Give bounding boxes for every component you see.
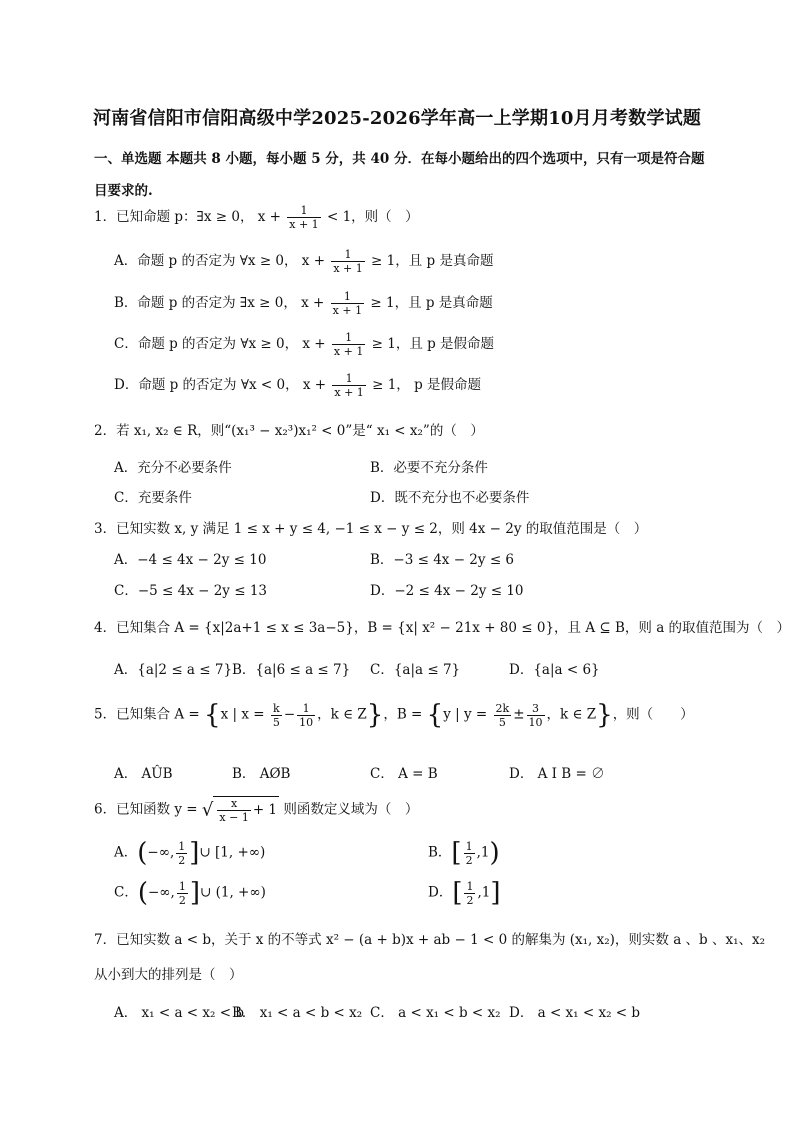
q6-stem-pre: 6．已知函数 y =	[94, 801, 198, 818]
q6-c-pre: −∞,	[148, 884, 175, 901]
q5-option-a: A． AÛB	[114, 766, 173, 782]
q6-a-half	[176, 840, 187, 867]
q6-d-bracket-open: [	[452, 878, 463, 908]
question-4-stem: 4．已知集合 A = {x|2a+1 ≤ x ≤ 3a−5}，B = {x| x² − 21x + 80 ≤ 0}，且 A ⊆ B，则 a 的取值范围为（ ）	[94, 620, 791, 636]
q1-stem-pre: 1．已知命题 p：∃x ≥ 0， x +	[94, 209, 281, 225]
q1-c-frac-num: 1	[345, 331, 353, 344]
q5-setb-pre: y | y =	[443, 706, 488, 723]
q6-b-half	[464, 840, 475, 867]
q6-b-half-den: 2	[465, 853, 473, 867]
q3-option-a: A．−4 ≤ 4x − 2y ≤ 10	[114, 552, 267, 568]
q7-option-a: A． x₁ < a < x₂ < b	[114, 1005, 244, 1021]
q5-five: 5	[272, 715, 280, 729]
q5-stem-c: ，则（ ）	[612, 706, 694, 723]
q5-three: 3	[532, 701, 539, 715]
q6-c-post: ∪ (1, +∞)	[200, 884, 266, 901]
q5-k: k	[273, 701, 280, 715]
q6-d-bracket-close: ]	[490, 878, 501, 908]
question-7-stem-line1: 7．已知实数 a < b，关于 x 的不等式 x² − (a + b)x + ab − 1 < 0 的解集为 (x₁, x₂)，则实数 a 、b 、x₁、x₂	[94, 932, 766, 948]
q6-b-label: B．	[428, 844, 452, 861]
q6-b-half-num: 1	[465, 839, 473, 853]
q6-stem-post: 则函数定义域为（ ）	[283, 801, 419, 818]
q2-option-a: A．充分不必要条件	[114, 460, 232, 476]
q1-option-a	[114, 248, 493, 275]
q6-option-b	[428, 838, 500, 868]
q5-five-b: 5	[494, 715, 512, 729]
q2-option-b: B．必要不充分条件	[370, 460, 488, 476]
q6-d-half-num: 1	[466, 879, 474, 893]
q6-a-label: A．	[114, 844, 138, 861]
q1-d-fraction	[332, 372, 365, 399]
q6-sqrt-body	[213, 796, 279, 824]
q5-stem-a: 5．已知集合 A =	[94, 706, 200, 723]
q6-d-half-den: 2	[466, 893, 474, 907]
q4-option-b: B．{a|6 ≤ a ≤ 7}	[232, 662, 351, 678]
q1-b-frac-num: 1	[343, 290, 351, 303]
q5-stem-b: ，B =	[383, 706, 423, 723]
q1-option-d	[114, 372, 481, 399]
q1-d-frac-num: 1	[345, 372, 353, 385]
q1-d-post: ≥ 1， p 是假命题	[372, 377, 482, 393]
q6-option-a	[114, 838, 265, 868]
q1-a-frac-den: x + 1	[333, 262, 363, 275]
q6-c-paren-open: (	[137, 878, 148, 908]
q6-b-bracket-open: [	[451, 838, 462, 868]
q1-c-frac-den: x + 1	[333, 345, 364, 358]
q1-b-fraction	[331, 290, 364, 317]
q5-frac-k5	[271, 702, 282, 729]
q6-d-post: ,1	[477, 884, 491, 901]
q6-a-half-num: 1	[178, 839, 186, 853]
q6-x: x	[231, 797, 238, 810]
q1-frac-num: 1	[300, 204, 308, 217]
q1-a-frac-num: 1	[344, 248, 352, 261]
q7-option-c: C． a < x₁ < b < x₂	[370, 1005, 501, 1021]
q6-a-bracket-close: ]	[189, 838, 200, 868]
q3-option-c: C．−5 ≤ 4x − 2y ≤ 13	[114, 583, 268, 599]
q2-option-d: D．既不充分也不必要条件	[370, 490, 530, 506]
q5-seta-post: ，k ∈ Z	[317, 706, 367, 723]
q1-c-pre: C．命题 p 的否定为 ∀x ≥ 0， x +	[114, 336, 326, 352]
q6-c-label: C．	[114, 884, 138, 901]
q5-brace-open-b: {	[426, 700, 444, 730]
q1-fraction	[287, 204, 320, 231]
q7-option-b: B． x₁ < a < b < x₂	[232, 1005, 363, 1021]
q5-setb-post: ，k ∈ Z	[546, 706, 597, 723]
q5-twok: 2k	[495, 701, 510, 715]
q5-frac-3-10	[527, 702, 545, 729]
q1-b-frac-den: x + 1	[332, 304, 363, 317]
q1-c-fraction	[332, 331, 365, 358]
q6-b-post: ,1	[476, 844, 490, 861]
q6-a-pre: −∞,	[147, 844, 175, 861]
question-2-stem: 2．若 x₁, x₂ ∈ R，则“(x₁³ − x₂³)x₁² < 0”是“ x₁ < x₂”的（ ）	[94, 423, 484, 439]
q6-b-paren-close: )	[489, 838, 500, 868]
q6-a-paren-open: (	[137, 838, 148, 868]
q5-option-c: C． A = B	[370, 766, 438, 782]
question-3-stem: 3．已知实数 x, y 满足 1 ≤ x + y ≤ 4, −1 ≤ x − y ≤ 2，则 4x − 2y 的取值范围是（ ）	[94, 521, 648, 537]
q2-option-c: C．充要条件	[114, 490, 192, 506]
q3-option-d: D．−2 ≤ 4x − 2y ≤ 10	[370, 583, 524, 599]
q4-option-a: A．{a|2 ≤ a ≤ 7}	[114, 662, 233, 678]
q5-option-d: D． A I B = ∅	[509, 766, 605, 782]
q6-plus1: + 1	[252, 802, 278, 818]
q6-option-d	[428, 878, 501, 908]
q5-brace-close-a: }	[366, 700, 384, 730]
q6-c-half	[177, 880, 188, 907]
q1-a-post: ≥ 1，且 p 是真命题	[371, 253, 494, 269]
q1-a-fraction	[331, 248, 364, 275]
sqrt-icon: √	[201, 799, 214, 821]
q5-ten: 10	[299, 715, 314, 729]
q1-c-post: ≥ 1，且 p 是假命题	[371, 336, 495, 352]
question-6-stem	[94, 796, 418, 824]
q1-option-c	[114, 331, 494, 358]
q6-option-c	[114, 878, 266, 908]
q5-frac-2k5	[494, 702, 512, 729]
q1-option-b	[114, 290, 493, 317]
q6-frac	[217, 797, 250, 824]
q6-c-bracket-close: ]	[189, 878, 201, 908]
q7-option-d: D． a < x₁ < x₂ < b	[509, 1005, 641, 1021]
question-1-stem	[94, 204, 419, 231]
q1-a-pre: A．命题 p 的否定为 ∀x ≥ 0， x +	[114, 253, 326, 269]
q1-d-pre: D．命题 p 的否定为 ∀x < 0， x +	[114, 377, 327, 393]
q1-b-post: ≥ 1，且 p 是真命题	[370, 295, 493, 311]
q4-option-d: D．{a|a < 6}	[509, 662, 600, 678]
q5-pm: ±	[513, 706, 525, 723]
q6-xm1: x − 1	[219, 811, 249, 824]
q1-d-frac-den: x + 1	[334, 386, 364, 399]
q6-d-half	[464, 880, 475, 907]
page-title: 河南省信阳市信阳高级中学2025-2026学年高一上学期10月月考数学试题	[92, 108, 702, 129]
q5-one: 1	[302, 701, 310, 715]
q6-c-half-num: 1	[178, 879, 186, 893]
q5-ten-b: 10	[528, 715, 543, 729]
q5-frac-1-10	[297, 702, 315, 729]
question-7-stem-line2: 从小到大的排列是（ ）	[94, 967, 243, 983]
q6-c-half-den: 2	[178, 893, 186, 907]
q5-option-b: B． AØB	[232, 766, 291, 782]
question-5-stem: 5．已知集合 A = {x | x = $\frac{k}{5}$ − $\frac{1}{10}$ ，k ∈ Z}，B = {y | y = $\frac{2k}{5}$ ± $\frac{3}{10}$ ，k ∈ Z}，则（ ）	[94, 700, 694, 730]
section-heading: 一、单选题 本题共 8 小题，每小题 5 分，共 40 分．在每小题给出的四个选项中，只有一项是符合题目要求的.	[94, 151, 705, 199]
q3-option-b: B．−3 ≤ 4x − 2y ≤ 6	[370, 552, 515, 568]
q6-d-label: D．	[428, 884, 453, 901]
q5-seta-pre: x | x =	[220, 706, 265, 723]
q5-brace-open-a: {	[204, 700, 221, 730]
q6-a-post: ∪ [1, +∞)	[199, 844, 266, 861]
q1-frac-den: x + 1	[289, 218, 319, 231]
q6-a-half-den: 2	[178, 853, 186, 867]
q1-b-pre: B．命题 p 的否定为 ∃x ≥ 0， x +	[114, 295, 325, 311]
q1-stem-post: < 1，则（ ）	[326, 209, 419, 225]
q4-option-c: C．{a|a ≤ 7}	[370, 662, 461, 678]
q5-brace-close-b: }	[596, 700, 613, 730]
